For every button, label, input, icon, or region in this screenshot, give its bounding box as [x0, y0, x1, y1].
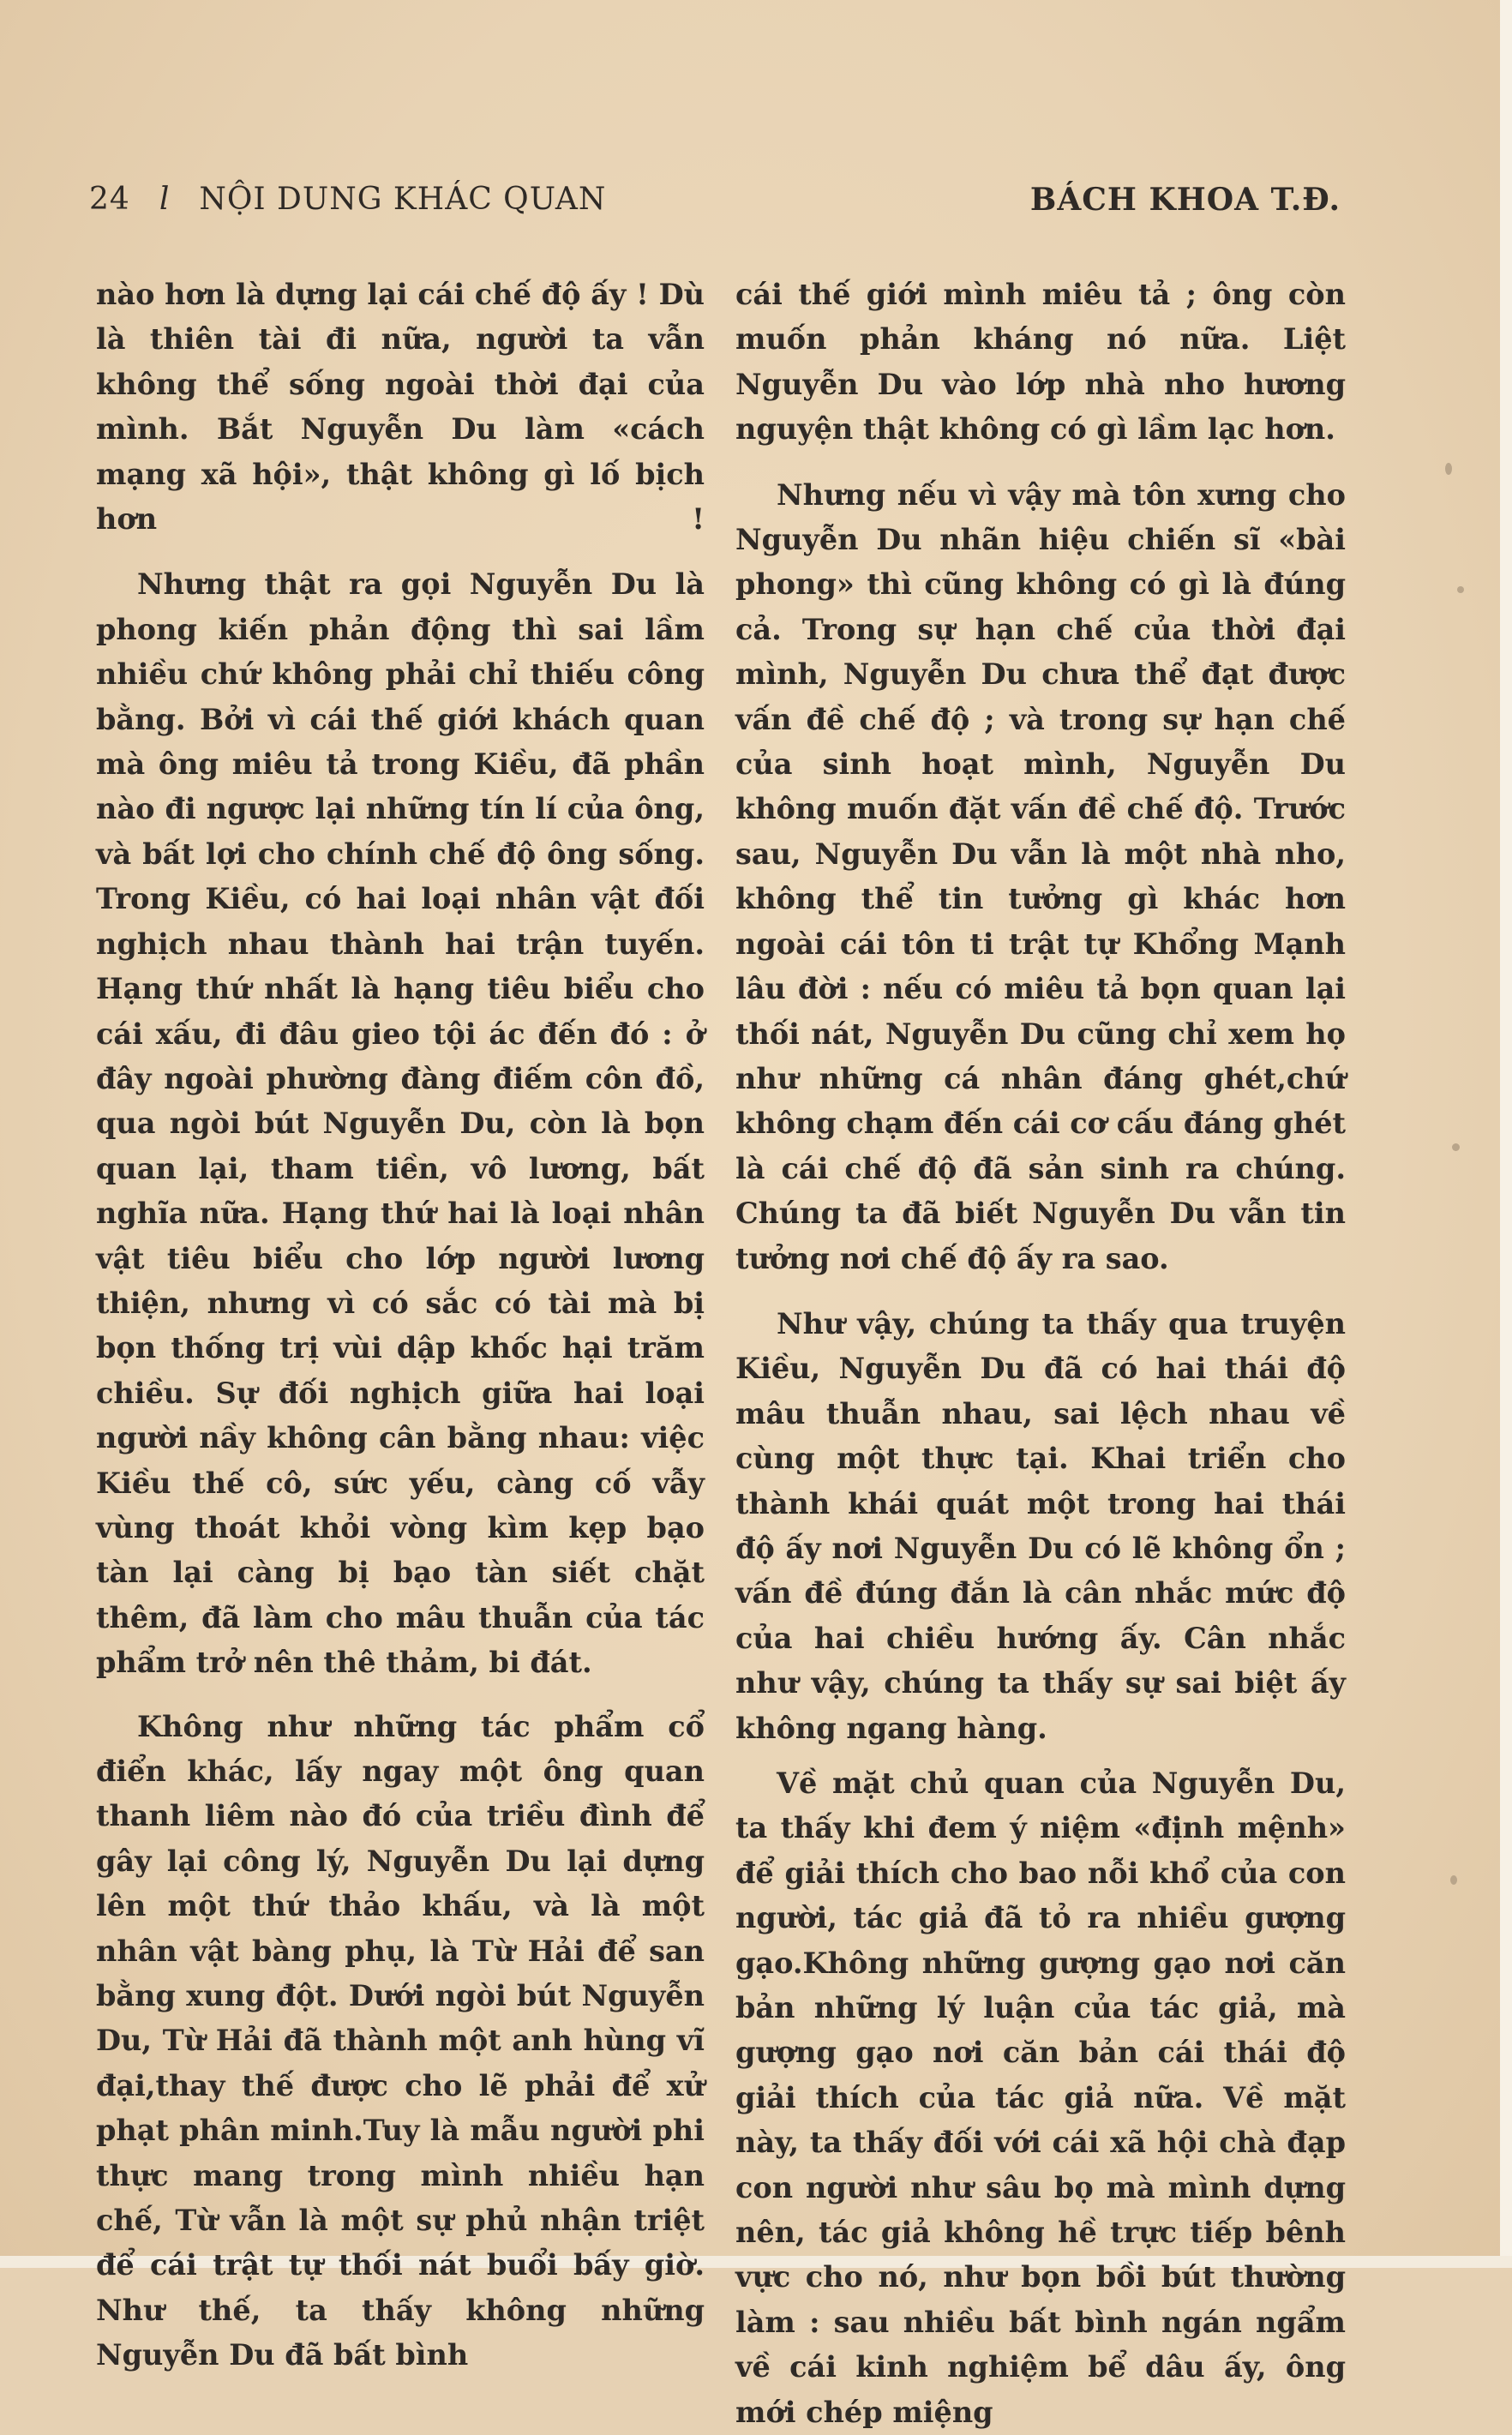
header-left	[89, 182, 606, 217]
paragraph: Nhưng thật ra gọi Nguyễn Du là phong kiến phản động thì sai lầm nhiều chứ không phải chỉ thiếu công bằng. Bởi vì cái thế giới khách quan mà ông miêu tả trong Kiều, đã phần nào đi ngược lại những tín lí của ông, và bất lợi cho chính chế độ ông sống. Trong Kiều, có hai loại nhân vật đối nghịch nhau thành hai trận tuyến. Hạng thứ nhất là hạng tiêu biểu cho cái xấu, đi đâu gieo tội ác đến đó : ở đây ngoài phường đàng điếm côn đồ, qua ngòi bút Nguyễn Du, còn là bọn quan lại, tham tiền, vô lương, bất nghĩa nữa. Hạng thứ hai là loại nhân vật tiêu biểu cho lớp người lương thiện, nhưng vì có sắc có tài mà bị bọn thống trị vùi dập khốc hại trăm chiều. Sự đối nghịch giữa hai loại người nầy không cân bằng nhau: việc Kiều thế cô, sức yếu, càng cố vẫy vùng thoát khỏi vòng kìm kẹp bạo tàn lại càng bị bạo tàn siết chặt thêm, đã làm cho mâu thuẫn của tác phẩm trở nên thê thảm, bi đát.	[96, 567, 705, 1680]
paragraph: nào hơn là dựng lại cái chế độ ấy ! Dù là thiên tài đi nữa, người ta vẫn không thể sống ngoài thời đại của mình. Bắt Nguyễn Du làm «cách mạng xã hội», thật không gì lố bịch hơn !	[96, 278, 705, 537]
paper-spot	[1450, 1875, 1457, 1885]
header-separator: l	[159, 182, 171, 217]
paragraph: Không như những tác phẩm cổ điển khác, lấy ngay một ông quan thanh liêm nào đó của triều đình để gây lại công lý, Nguyễn Du lại dựng lên một thứ thảo khấu, và là một nhân vật bàng phụ, là Từ Hải để san bằng xung đột. Dưới ngòi bút Nguyễn Du, Từ Hải đã thành một anh hùng vĩ đại,thay thế được cho lẽ phải để xử phạt phân minh.Tuy là mẫu người phi thực mang trong mình nhiều hạn chế, Từ vẫn là một sự phủ nhận triệt để cái trật tự thối nát buổi bấy giờ. Như thế, ta thấy không những Nguyễn Du đã bất bình	[96, 1709, 705, 2372]
paragraph: Nhưng nếu vì vậy mà tôn xưng cho Nguyễn Du nhãn hiệu chiến sĩ «bài phong» thì cũng không có gì là đúng cả. Trong sự hạn chế của thời đại mình, Nguyễn Du chưa thể đạt được vấn đề chế độ ; và trong sự hạn chế của sinh hoạt mình, Nguyễn Du không muốn đặt vấn đề chế độ. Trước sau, Nguyễn Du vẫn là một nhà nho, không thể tin tưởng gì khác hơn ngoài cái tôn ti trật tự Khổng Mạnh lâu đời : nếu có miêu tả bọn quan lại thối nát, Nguyễn Du cũng chỉ xem họ như những cá nhân đáng ghét,chứ không chạm đến cái cơ cấu đáng ghét là cái chế độ đã sản sinh ra chúng. Chúng ta đã biết Nguyễn Du vẫn tin tưởng nơi chế độ ấy ra sao.	[735, 477, 1346, 1275]
paper-spot	[1445, 463, 1452, 475]
paragraph: cái thế giới mình miêu tả ; ông còn muốn phản kháng nó nữa. Liệt Nguyễn Du vào lớp nhà nho hương nguyện thật không có gì lầm lạc hơn.	[735, 278, 1346, 447]
page-number: 24	[89, 182, 130, 217]
publication-name: BÁCH KHOA T.Đ.	[1029, 182, 1341, 218]
left-column	[96, 273, 705, 2378]
running-header	[89, 182, 1341, 233]
paragraph: Về mặt chủ quan của Nguyễn Du, ta thấy khi đem ý niệm «định mệnh» để giải thích cho bao nỗi khổ của con người, tác giả đã tỏ ra nhiều gượng gạo.Không những gượng gạo nơi căn bản những lý luận của tác giả, mà gượng gạo nơi căn bản cái thái độ giải thích của tác giả nữa. Về mặt này, ta thấy đối với cái xã hội chà đạp con người như sâu bọ mà mình dựng nên, tác giả không hề trực tiếp bênh vực cho nó, như bọn bồi bút thường làm : sau nhiều bất bình ngán ngẩm về cái kinh nghiệm bể dâu ấy, ông mới chép miệng	[735, 1766, 1346, 2429]
page-edge-right	[1500, 0, 1512, 2268]
paper-spot	[1452, 1143, 1460, 1151]
paragraph: Như vậy, chúng ta thấy qua truyện Kiều, Nguyễn Du đã có hai thái độ mâu thuẫn nhau, sai lệch nhau về cùng một thực tại. Khai triển cho thành khái quát một trong hai thái độ ấy nơi Nguyễn Du có lẽ không ổn ; vấn đề đúng đắn là cân nhắc mức độ của hai chiều hướng ấy. Cân nhắc như vậy, chúng ta thấy sự sai biệt ấy không ngang hàng.	[735, 1306, 1346, 1745]
paper-spot	[1457, 586, 1464, 593]
right-column	[735, 273, 1346, 2435]
section-title: NỘI DUNG KHÁC QUAN	[199, 182, 607, 217]
